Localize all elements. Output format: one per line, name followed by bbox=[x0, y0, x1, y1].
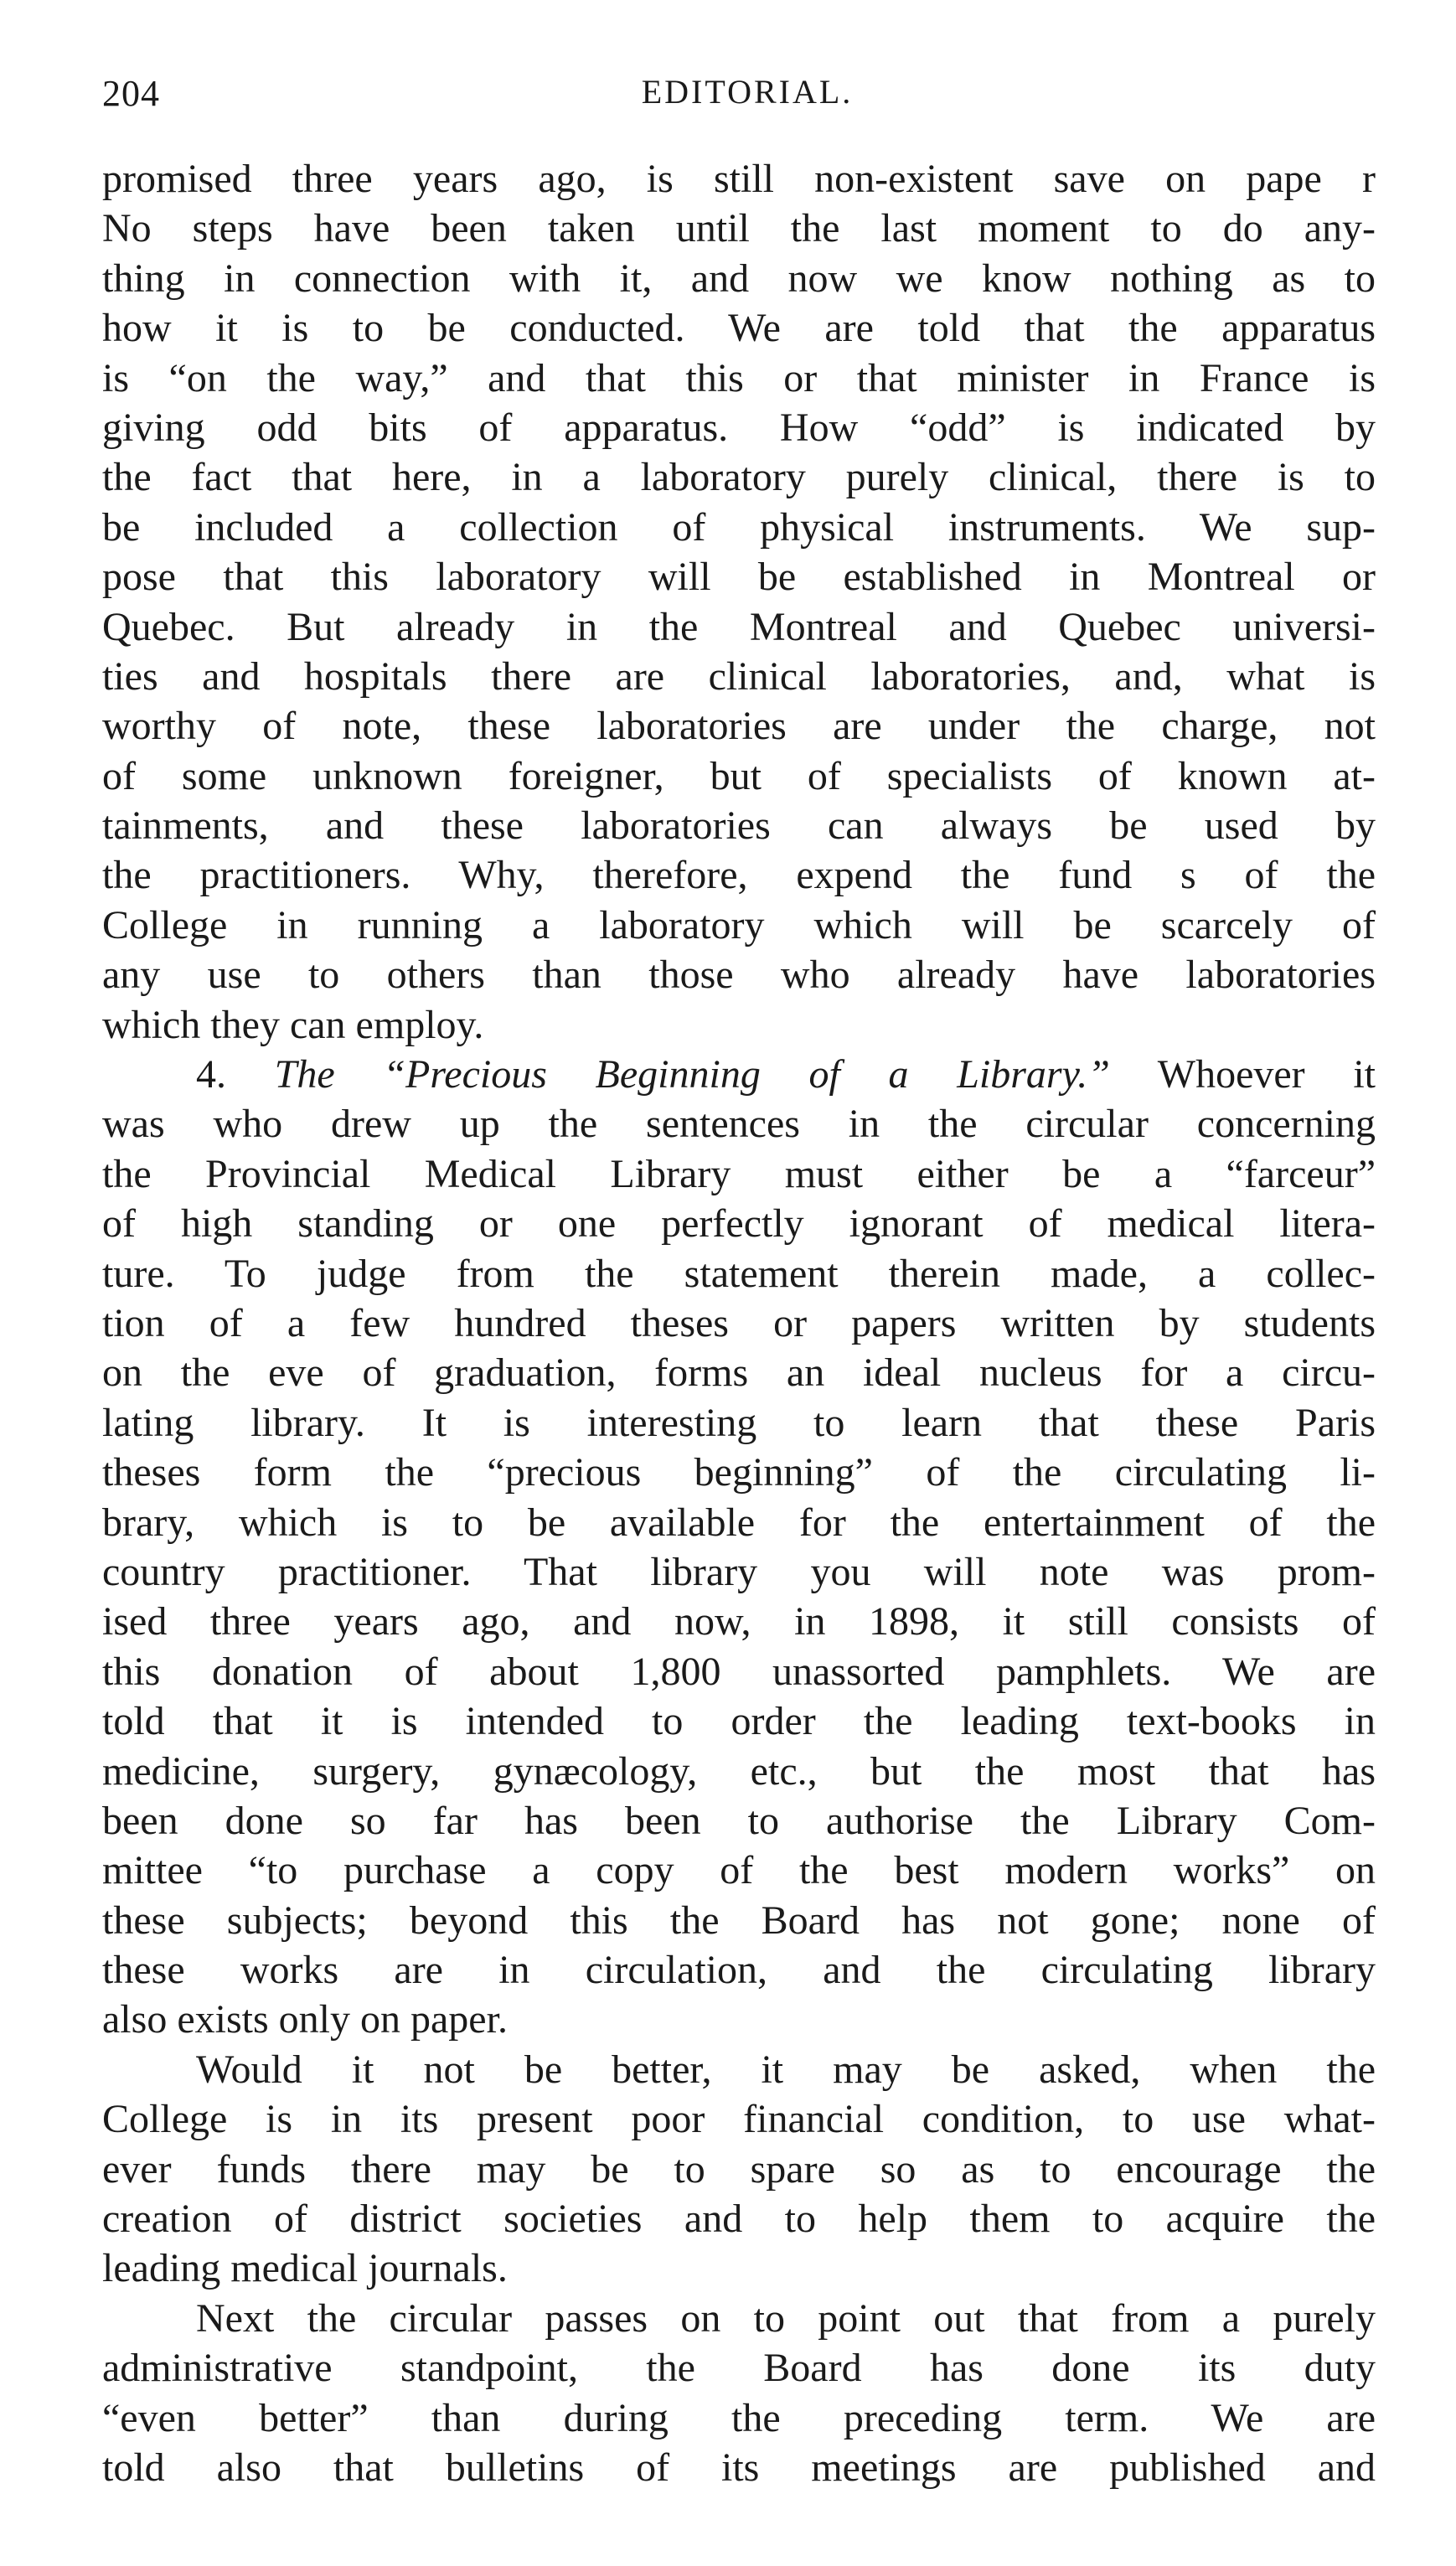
text-line: pose that this laboratory will be established in Montreal or bbox=[102, 555, 1376, 600]
text-line: thing in connection with it, and now we know nothing as to bbox=[102, 256, 1376, 301]
text-line: ised three years ago, and now, in 1898, it still consists of bbox=[102, 1599, 1376, 1644]
text-line: which they can employ. bbox=[102, 1002, 484, 1047]
text-line: promised three years ago, is still non-existent save on pape r bbox=[102, 157, 1376, 201]
text-line: be included a collection of physical instruments. We sup- bbox=[102, 504, 1376, 550]
text-line: Next the circular passes on to point out that from a purely bbox=[196, 2295, 1376, 2341]
text-line: is “on the way,” and that this or that minister in France is bbox=[102, 355, 1376, 400]
text-line: Quebec. But already in the Montreal and Quebec universi- bbox=[102, 604, 1376, 649]
text-line: ever funds there may be to spare so as to encourage the bbox=[102, 2146, 1376, 2192]
text-line: was who drew up the sentences in the circular concerning bbox=[102, 1102, 1376, 1147]
text-line: the practitioners. Why, therefore, expend the fund s of the bbox=[102, 853, 1376, 898]
text-line: medicine, surgery, gynæcology, etc., but the most that has bbox=[102, 1748, 1376, 1794]
page-number: 204 bbox=[102, 73, 160, 114]
text-line: ties and hospitals there are clinical laboratories, and, what is bbox=[102, 653, 1376, 699]
text-line: of high standing or one perfectly ignorant of medical litera- bbox=[102, 1201, 1376, 1247]
text-line: No steps have been taken until the last moment to do any- bbox=[102, 206, 1376, 251]
text-line: told also that bulletins of its meetings are published and bbox=[102, 2445, 1376, 2490]
running-head bbox=[102, 72, 1392, 122]
text-line: “even better” than during the preceding term. We are bbox=[102, 2395, 1376, 2440]
text-line: told that it is intended to order the leading text-books in bbox=[102, 1699, 1376, 1744]
text-line: giving odd bits of apparatus. How “odd” is indicated by bbox=[102, 405, 1376, 450]
section-heading-italic: The “Precious Beginning of a Library.” bbox=[274, 1052, 1110, 1097]
text-line: lating library. It is interesting to learn that these Paris bbox=[102, 1400, 1376, 1445]
text-line: ture. To judge from the statement therein made, a collec- bbox=[102, 1251, 1376, 1296]
text-line: leading medical journals. bbox=[102, 2246, 508, 2291]
text-line: administrative standpoint, the Board has done its duty bbox=[102, 2346, 1376, 2391]
text-line: on the eve of graduation, forms an ideal nucleus for a circu- bbox=[102, 1350, 1376, 1396]
text-line: mittee “to purchase a copy of the best modern works” on bbox=[102, 1848, 1376, 1893]
text-line: also exists only on paper. bbox=[102, 1997, 508, 2042]
text-line: country practitioner. That library you will note was prom- bbox=[102, 1549, 1376, 1594]
text-line: this donation of about 1,800 unassorted pamphlets. We are bbox=[102, 1649, 1376, 1694]
text-line: of some unknown foreigner, but of specialists of known at- bbox=[102, 753, 1376, 798]
text-line: these subjects; beyond this the Board has not gone; none of bbox=[102, 1897, 1376, 1943]
text-line: how it is to be conducted. We are told that the apparatus bbox=[102, 306, 1376, 351]
text-line: these works are in circulation, and the circulating library bbox=[102, 1948, 1376, 1993]
text-line: creation of district societies and to help them to acquire the bbox=[102, 2197, 1376, 2242]
text-line: tainments, and these laboratories can always be used by bbox=[102, 803, 1376, 849]
text-line: worthy of note, these laboratories are under the charge, not bbox=[102, 704, 1376, 749]
text-line: been done so far has been to authorise the Library Com- bbox=[102, 1798, 1376, 1843]
text-line: College is in its present poor financial condition, to use what- bbox=[102, 2097, 1376, 2142]
text-line: the fact that here, in a laboratory purely clinical, there is to bbox=[102, 455, 1376, 500]
running-title: EDITORIAL. bbox=[641, 73, 854, 111]
text-line: brary, which is to be available for the entertainment of the bbox=[102, 1500, 1376, 1545]
text-line: any use to others than those who already have laboratories bbox=[102, 953, 1376, 998]
text-line bbox=[102, 1050, 1376, 1099]
text-line: tion of a few hundred theses or papers written by students bbox=[102, 1300, 1376, 1345]
text-line: Would it not be better, it may be asked, when the bbox=[196, 2047, 1376, 2092]
section-heading-continuation: Whoever it bbox=[1109, 1052, 1376, 1097]
section-number: 4. bbox=[196, 1052, 275, 1097]
text-line: theses form the “precious beginning” of the circulating li- bbox=[102, 1450, 1376, 1495]
text-line: the Provincial Medical Library must either be a “farceur” bbox=[102, 1151, 1376, 1196]
body-text bbox=[102, 154, 1376, 2492]
text-line: College in running a laboratory which will be scarcely of bbox=[102, 902, 1376, 947]
